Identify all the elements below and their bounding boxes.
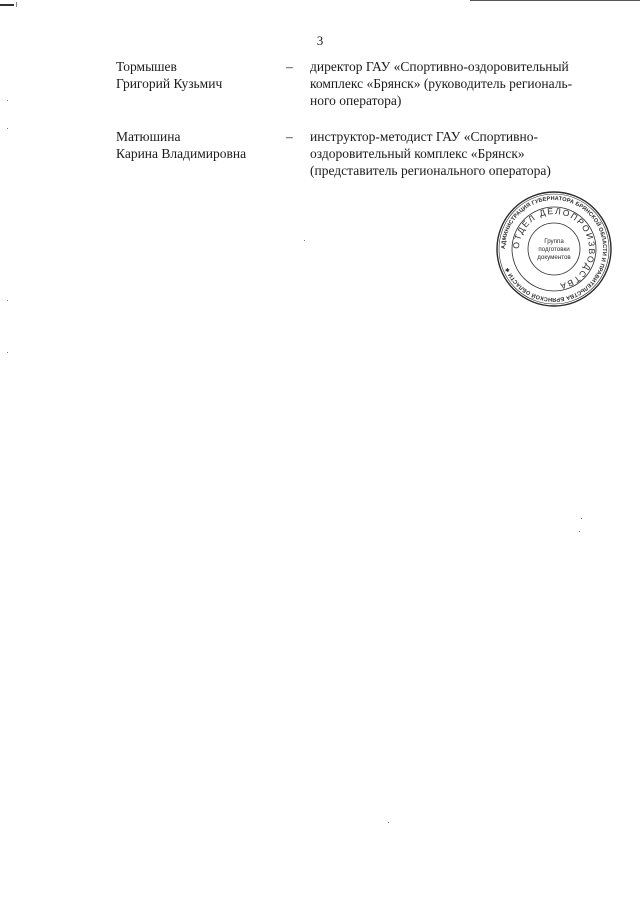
stamp-center-line: Группа: [544, 238, 564, 245]
member-name: [116, 128, 276, 162]
scan-speck: [7, 300, 8, 301]
dash-separator: –: [286, 59, 293, 74]
stamp-outer-text: АДМИНИСТРАЦИЯ ГУБЕРНАТОРА БРЯНСКОЙ ОБЛАСТИ И ПРАВИТЕЛЬСТВА БРЯНСКОЙ ОБЛАСТИ ✱: [500, 195, 608, 303]
scan-speck: [7, 352, 8, 353]
scan-speck: [7, 128, 8, 129]
role-line: ного оператора): [310, 93, 402, 108]
scan-speck: [579, 531, 580, 532]
member-given-names: Григорий Кузьмич: [116, 76, 223, 91]
member-role: [310, 58, 616, 109]
role-line: инструктор-методист ГАУ «Спортивно-: [310, 129, 539, 144]
member-surname: Тормышев: [116, 59, 177, 74]
scan-speck: [388, 822, 389, 823]
scan-mark: [16, 2, 17, 7]
dash-separator: –: [286, 129, 293, 144]
member-role: [310, 128, 616, 179]
page-number: 3: [316, 33, 324, 48]
member-given-names: Карина Владимировна: [116, 146, 247, 161]
role-line: директор ГАУ «Спортивно-оздоровительный: [310, 59, 569, 74]
role-line: комплекс «Брянск» (руководитель региональ-: [310, 76, 573, 91]
scan-speck: [7, 100, 8, 101]
scan-border-line: [470, 0, 640, 1]
scan-speck: [304, 240, 305, 241]
scan-speck: [581, 518, 582, 519]
stamp-center-line: подготовки: [538, 246, 570, 253]
role-line: (представитель регионального оператора): [310, 163, 551, 178]
member-name: [116, 58, 276, 92]
official-seal-stamp: [495, 190, 613, 308]
member-surname: Матюшина: [116, 129, 181, 144]
stamp-middle-text: ОТДЕЛ ДЕЛОПРОИЗВОДСТВА: [510, 205, 598, 292]
stamp-center-line: документов: [537, 254, 571, 261]
role-line: оздоровительный комплекс «Брянск»: [310, 146, 525, 161]
scan-mark: [0, 4, 14, 6]
